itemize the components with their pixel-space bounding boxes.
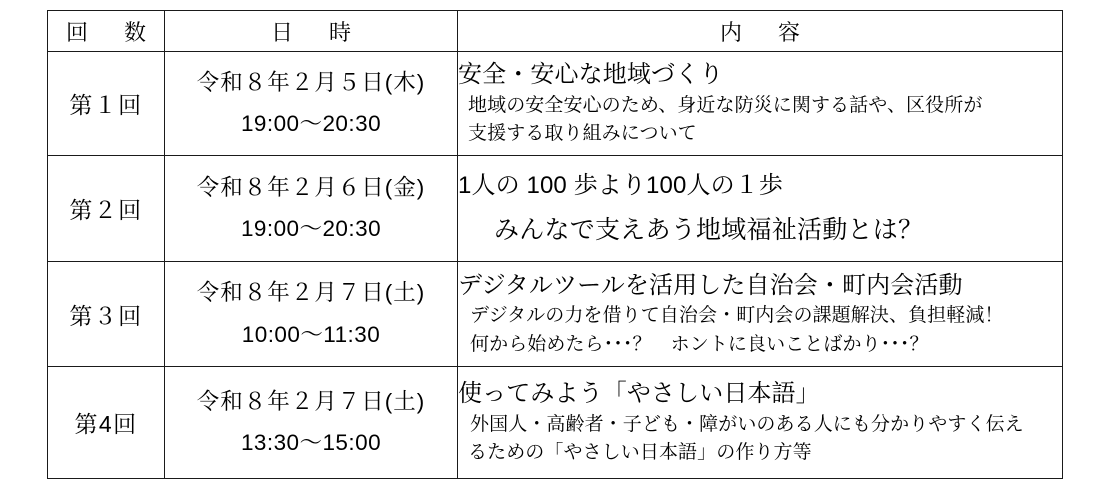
round-label: 第4回 bbox=[48, 367, 165, 479]
content-title: デジタルツールを活用した自治会・町内会活動 bbox=[458, 271, 963, 299]
content-sub-line-1: みんなで支えあう地域福祉活動とは？ bbox=[494, 215, 924, 244]
time-text: 19:00～20:30 bbox=[240, 111, 382, 136]
header-content: 内 容 bbox=[458, 11, 1063, 52]
round-label: 第３回 bbox=[48, 262, 165, 367]
datetime-cell bbox=[165, 262, 458, 367]
date-text: 令和８年２月７日(土) bbox=[196, 280, 426, 305]
header-datetime: 日 時 bbox=[165, 11, 458, 52]
content-sub-line-2: 支援する取り組みについて bbox=[468, 123, 697, 145]
table-row bbox=[48, 367, 1063, 479]
datetime-cell bbox=[165, 367, 458, 479]
schedule-table bbox=[47, 10, 1063, 479]
content-title: 使ってみよう「やさしい日本語」 bbox=[458, 380, 820, 408]
round-label: 第１回 bbox=[48, 52, 165, 156]
time-text: 13:30～15:00 bbox=[240, 430, 382, 455]
content-sub-line-1: 外国人・高齢者・子ども・障がいのある人にも分かりやすく伝え bbox=[470, 413, 1024, 435]
content-cell bbox=[458, 367, 1063, 479]
table-row bbox=[48, 52, 1063, 156]
date-text: 令和８年２月６日(金) bbox=[196, 174, 426, 200]
date-text: 令和８年２月５日(木) bbox=[196, 69, 426, 95]
content-sub-line-1: デジタルの力を借りて自治会・町内会の課題解決、負担軽減！ bbox=[470, 305, 1004, 327]
time-text: 19:00～20:30 bbox=[240, 216, 382, 241]
content-title: 1人の 100 歩より100人の１歩 bbox=[458, 172, 783, 200]
content-sub-line-2: 何から始めたら･･･？ ホントに良いことばかり･･･？ bbox=[470, 333, 929, 355]
header-round: 回 数 bbox=[48, 11, 165, 52]
table-header-row bbox=[48, 11, 1063, 52]
content-sub-line-2: るための「やさしい日本語」の作り方等 bbox=[468, 442, 812, 464]
table-row bbox=[48, 156, 1063, 262]
content-cell bbox=[458, 156, 1063, 262]
time-text: 10:00～11:30 bbox=[241, 321, 381, 347]
content-cell bbox=[458, 262, 1063, 367]
table-row bbox=[48, 262, 1063, 367]
content-title: 安全・安心な地域づくり bbox=[458, 61, 724, 89]
date-text: 令和８年２月７日(土) bbox=[196, 388, 426, 414]
content-sub-line-1: 地域の安全安心のため、身近な防災に関する話や、区役所が bbox=[468, 94, 983, 116]
datetime-cell bbox=[165, 156, 458, 262]
datetime-cell bbox=[165, 52, 458, 156]
round-label: 第２回 bbox=[48, 156, 165, 262]
content-cell bbox=[458, 52, 1063, 156]
